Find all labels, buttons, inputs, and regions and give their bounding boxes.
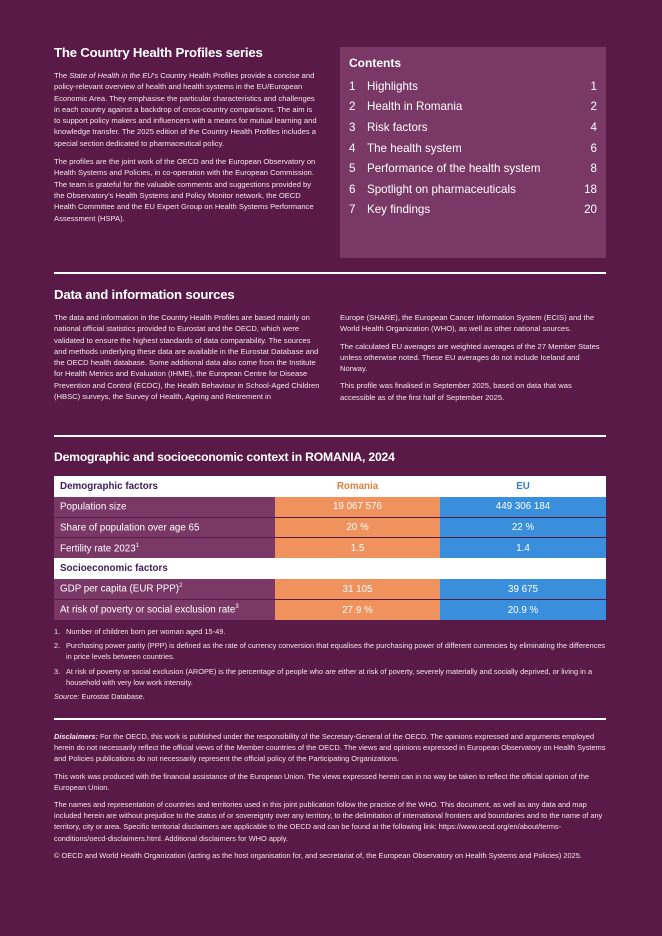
table-row [54,538,606,559]
eu-value: 449 306 184 [440,497,606,518]
contents-item[interactable] [349,158,597,179]
contents-item[interactable] [349,200,597,221]
romania-value: 20 % [275,517,440,538]
contents-item-page: 1 [590,79,597,93]
contents-item-number: 1 [349,79,356,93]
footnote: 3. At risk of poverty or social exclusion (AROPE) is the percentage of people who are either at risk of poverty, severely materially and socially deprived, or living in a household with very low work intensity. [54,666,593,687]
profiles-text [54,70,320,224]
contents-item-label: Health in Romania [367,100,463,114]
contents-item-number: 5 [349,162,356,176]
row-label: Fertility rate 2023$^1$ [54,538,275,559]
romania-value: 31 105 [275,579,440,600]
contents-box [340,47,606,258]
table-group-header [54,476,606,497]
footnote: 1. Number of children born per woman aged 15-49. [54,627,226,636]
sources-right-text [340,312,606,403]
contents-list [349,76,597,220]
disclaimer-paragraph-2: This work was produced with the financial assistance of the European Union. The views expressed herein can in no way be taken to reflect the official opinion of the European Union. [54,771,590,792]
disclaimer-paragraph-4: © OECD and World Health Organization (acting as the host organisation for, and secretariat of, the European Observatory on Health Systems and Policies) 2025. [54,850,582,860]
contents-item-number: 2 [349,100,356,114]
contents-item-label: Performance of the health system [367,162,541,176]
contents-item-page: 20 [584,203,597,217]
row-label: Population size [54,497,275,518]
contents-item-label: Risk factors [367,120,428,134]
disclaimers [54,731,606,861]
eu-value: 1.4 [440,538,606,559]
group-label: Socioeconomic factors [54,558,275,579]
contents-item-label: The health system [367,141,462,155]
group-label: Demographic factors [54,476,275,497]
row-label: GDP per capita (EUR PPP)$^2$ [54,579,275,600]
table-row [54,517,606,538]
contents-item-label: Spotlight on pharmaceuticals [367,182,516,196]
footnote: 2. Purchasing power parity (PPP) is defined as the rate of currency conversion that equalises the purchasing power of different currencies by eliminating the differences in price levels between countries. [54,641,606,662]
contents-item-page: 8 [590,162,597,176]
contents-item[interactable] [349,138,597,159]
column-eu: EU [440,476,606,497]
contents-item-number: 4 [349,141,356,155]
sources-left-text: The data and information in the Country Health Profiles are based mainly on national official statistics provided to Eurostat and the OECD, which were validated to ensure the highest standards of data comparability. The sources and methods underlying these data are available in the Eurostat Database and the OECD health database. Some additional data also come from the Institute for Health Metrics and Evaluation (IHME), the European Centre for Disease Prevention and Control (ECDC), the Health Behaviour in School-Aged Children (HBSC) surveys, the Survey of Health, Ageing and Retirement in [54,313,320,402]
row-label: At risk of poverty or social exclusion rate$^3$ [54,600,275,621]
romania-value: 1.5 [275,538,440,559]
profiles-title: The Country Health Profiles series [54,45,263,60]
profiles-paragraph-2: The profiles are the joint work of the OECD and the European Observatory on Health Systems and Policies, in co-operation with the European Commission. The team is grateful for the valuable comments and suggestions provided by the Observatory’s Health Systems and Policy Monitor network, the OECD Health Committee and the EU Expert Group on Health Systems Performance Assessment (HSPA). [54,157,316,223]
contents-item-label: Key findings [367,203,431,217]
profiles-paragraph-1: The State of Health in the EU’s Country Health Profiles provide a concise and policy-relevant overview of health and health systems in the EU/European Economic Area. They emphasise the particular characteristics and challenges in each country against a backdrop of cross-country comparisons. The aim is to support policy makers and influencers with a means for mutual learning and knowledge transfer. The 2025 edition of the Country Health Profiles includes a special section dedicated to pharmaceutical policy. [54,71,317,148]
contents-item-page: 18 [584,182,597,196]
demographic-title: Demographic and socioeconomic context in ROMANIA, 2024 [54,450,395,464]
sources-right-paragraph-3: This profile was finalised in September 2025, based on data that was accessible as of the first half of September 2025. [340,381,572,402]
eu-value: 20.9 % [440,600,606,621]
contents-item-page: 4 [590,120,597,134]
romania-value: 19 067 576 [275,497,440,518]
demographic-table [54,476,606,620]
sources-right-paragraph-2: The calculated EU averages are weighted averages of the 27 Member States unless otherwise noted. These EU averages do not include Iceland and Norway. [340,341,600,374]
divider [54,718,606,720]
table-group-header [54,558,606,579]
contents-item-page: 6 [590,141,597,155]
table-row [54,497,606,518]
column-romania: Romania [275,476,440,497]
contents-item-page: 2 [590,100,597,114]
contents-item-number: 7 [349,203,356,217]
contents-title: Contents [349,56,401,70]
disclaimer-paragraph-3: The names and representation of countries and territories used in this joint publication follow the practice of the WHO. This document, as well as any data and map included herein are without prejudice to the status of or sovereignty over any territory, to the delimitation of international frontiers and boundaries and to the name of any territory, city or area. Specific territorial disclaimers are applicable to the OECD and can be found at the following link: https://www.oecd.org/en/about/terms-conditions/oecd-disclaimers.html. Additional disclaimers for WHO apply. [54,800,603,843]
divider [54,435,606,437]
contents-item-number: 3 [349,120,356,134]
divider [54,272,606,274]
disclaimer-paragraph-1: Disclaimers: For the OECD, this work is published under the responsibility of the Secretary-General of the OECD. The opinions expressed and arguments employed herein do not necessarily reflect the official views of the Member countries of the OECD. The views and opinions expressed in European Observatory on Health Systems and Policies publications do not necessarily represent the official policy of the Participating Organizations. [54,732,606,764]
contents-item-number: 6 [349,182,356,196]
contents-item[interactable] [349,97,597,118]
eu-value: 39 675 [440,579,606,600]
sources-title: Data and information sources [54,287,235,302]
source-note: Source: Eurostat Database. [54,692,145,702]
contents-item[interactable] [349,76,597,97]
contents-item-label: Highlights [367,79,418,93]
contents-item[interactable] [349,179,597,200]
romania-value: 27.9 % [275,600,440,621]
eu-value: 22 % [440,517,606,538]
contents-item[interactable] [349,117,597,138]
table-row [54,600,606,621]
row-label: Share of population over age 65 [54,517,275,538]
sources-right-paragraph-1: Europe (SHARE), the European Cancer Information System (ECIS) and the World Health Organization (WHO), as well as other national sources. [340,313,595,334]
footnotes [54,626,606,702]
table-row [54,579,606,600]
